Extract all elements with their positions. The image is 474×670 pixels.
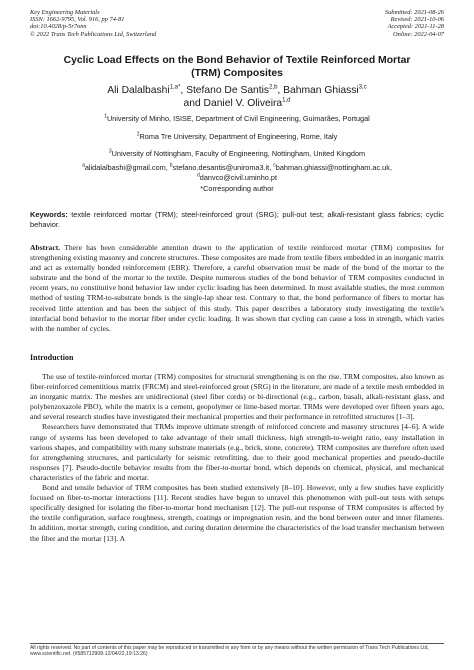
doi-line[interactable]: doi:10.4028/p-5r7onn xyxy=(30,23,87,31)
accepted-date: Accepted: 2021-11-28 xyxy=(387,23,444,31)
email-marker: b xyxy=(169,162,173,169)
keywords-block xyxy=(30,210,444,230)
affiliation-list xyxy=(30,114,444,167)
section-heading-introduction: Introduction xyxy=(30,353,74,362)
author-name: Ali Dalalbashi xyxy=(107,85,170,96)
keywords-text: textile reinforced mortar (TRM); steel-reinforced grout (SRG); pull-out test; alkali-resistant glass fabrics; cyclic behavior. xyxy=(30,210,444,229)
author-sup: 3,c xyxy=(358,84,367,91)
header-right xyxy=(385,9,444,38)
corresponding-author-note: *Corresponding author xyxy=(200,184,274,193)
paper-title xyxy=(30,54,444,80)
affiliation-text: University of Nottingham, Faculty of Engineering, Nottingham, United Kingdom xyxy=(111,149,366,158)
email-list xyxy=(30,163,444,182)
keywords-label: Keywords: xyxy=(30,210,68,219)
email-c[interactable]: bahman.ghiassi@nottingham.ac.uk, xyxy=(275,163,392,172)
email-d[interactable]: danvco@civil.uminho.pt xyxy=(199,172,277,182)
copyright-footer: All rights reserved. No part of contents of this paper may be reproduced or transmitted in any form or by any means without the written permission of Trans Tech Publications Ltd, www.scientific.net. (#585712908-12/04/22,19:13:26) xyxy=(30,645,429,658)
email-marker: a xyxy=(82,162,85,169)
affiliation xyxy=(30,132,444,141)
abstract-block xyxy=(30,243,444,334)
author-name: Stefano De Santis xyxy=(186,85,270,96)
affiliation xyxy=(30,149,444,158)
introduction-body xyxy=(30,372,444,544)
author-name: Daniel V. Oliveira xyxy=(203,98,283,109)
email-b[interactable]: stefano.desantis@uniroma3.it, xyxy=(172,163,272,172)
footer-divider xyxy=(30,643,444,644)
paragraph: Bond and tensile behavior of TRM composites has been studied extensively [8–10]. However, only a few studies have explicitly focused on fiber-to-mortar interactions [11]. Recent studies have begun to unravel this phenomenon with pull-out tests with setups specifically designed for isolating the fiber-to-mortar bond mechanism [12]. The pull-out response of TRM composites is affected by the textile configuration, surface roughness, strength, coatings or impregnation resin, and the bond between outer and inner filaments. In addition, mortar strength, curing condition, and curing duration determine the characteristics of the load transfer mechanism between the fiber and the mortar [13]. A xyxy=(30,483,444,543)
affiliation-num: 1 xyxy=(104,113,107,120)
affiliation-text: Roma Tre University, Department of Engineering, Rome, Italy xyxy=(139,131,338,141)
issn-line: ISSN: 1662-9795, Vol. 916, pp 74-81 xyxy=(30,16,125,24)
title-line-2: (TRM) Composites xyxy=(191,68,283,79)
abstract-text: There has been considerable attention drawn to the application of textile reinforced mortar (TRM) composites for strengthening existing masonry and concrete structures. These composites are made from textile fibers embedded in an inorganic matrix and act as externally bonded reinforcement (EBR). Therefore, a careful observation must be made of the bond of the mortar to the substrate and the bond of the mortar to the textile. Despite numerous studies of the bond behavior of TRM composites conducted in recent years, no constitutive bond behavior law under cyclic loading has been determined. In most available studies, the most common method of testing TRM-to-substrate bonds is the single-lap shear test. Contrary to that, the bond performance of fibers to mortar has received little attention and has been the subject of this study. This paper describes a laboratory study investigating the textile's interfacial bond behavior to the mortar fiber under cyclic loading. It was shown that cycling can cause a loss in strength, which varies with the number of cycles. xyxy=(30,243,444,333)
header-left xyxy=(30,9,156,38)
affiliation-num: 2 xyxy=(136,131,140,138)
online-date: Online: 2022-04-07 xyxy=(393,30,444,38)
affiliation xyxy=(30,114,444,123)
author-list: Ali Dalalbashi$^{1,a*}$, Stefano De Santis$^{2,b}$, Bahman Ghiassi$^{3,c}$ and Daniel V. Oliveira$^{1,d}$ xyxy=(107,84,367,109)
paragraph: Researchers have demonstrated that TRMs improve ultimate strength of reinforced concrete and masonry structures [4–6]. A wide range of systems has been developed to take advantage of their small thickness, high strength-to-weight ratio, easy installation in various shapes, and compatibility with many substrate materials (e.g., brick, stone, concrete). TRM composites are therefore often used for strengthening structures, and particularly for seismic retrofitting, due to their good mechanical properties and pseudo-ductile responses [7]. Pseudo-ductile behavior results from the fiber-to-mortar bond, which depends on chemical, physical, and mechanical characteristics of the fabric and mortar. xyxy=(30,422,444,482)
affiliation-text: University of Minho, ISISE, Department of Civil Engineering, Guimarães, Portugal xyxy=(106,114,370,123)
submitted-date: Submitted: 2021-08-26 xyxy=(384,9,444,16)
journal-name: Key Engineering Materials xyxy=(30,9,100,16)
title-line-1: Cyclic Load Effects on the Bond Behavior of Textile Reinforced Mortar xyxy=(63,55,411,66)
author-sup: 1,a* xyxy=(169,84,181,91)
author-name: Bahman Ghiassi xyxy=(283,85,359,96)
revised-date: Revised: 2021-10-06 xyxy=(390,16,444,24)
copyright-line: © 2022 Trans Tech Publications Ltd, Switzerland xyxy=(30,30,157,38)
affiliation-num: 3 xyxy=(108,148,112,155)
abstract-label: Abstract. xyxy=(30,243,61,252)
author-sup: 1,d xyxy=(282,97,291,104)
email-a[interactable]: alidalalbashi@gmail.com, xyxy=(84,163,168,172)
email-marker: c xyxy=(273,162,276,169)
author-sup: 2,b xyxy=(269,84,278,91)
email-marker: d xyxy=(197,172,200,179)
paragraph: The use of textile-reinforced mortar (TRM) composites for structural strengthening is on the rise. TRM composites, also known as fiber-reinforced cementitious matrix (FRCM) and steel-reinforced grout (SRG) in the literature, are made of a textile mesh embedded in an inorganic matrix. The meshes are unidirectional (steel fiber cords) or bi-directional (e.g., carbon, basalt, alkali-resistant glass, and polybenzoxazole PBO), while the matrix is a cement, geopolymer or lime-based mortar. TRMs were developed over fifteen years ago, and several research studies have investigated their mechanical properties and their performance in retrofitted structures [1–3]. xyxy=(30,372,444,422)
